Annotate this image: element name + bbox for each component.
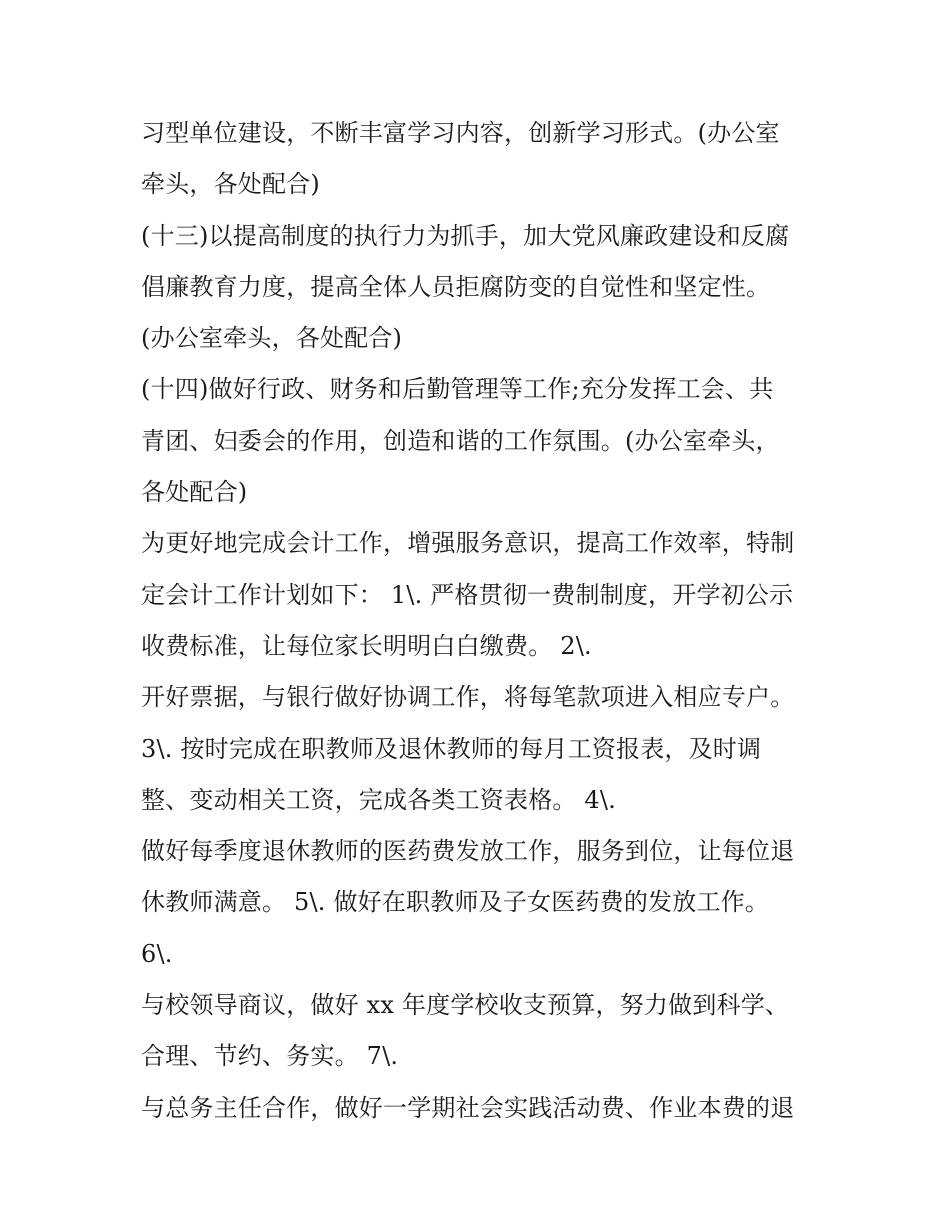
text-line: 收费标准，让每位家长明明白白缴费。 2\. (141, 631, 592, 660)
text-line: (办公室牵头，各处配合) (141, 324, 403, 353)
text-line: (十四)做好行政、财务和后勤管理等工作;充分发挥工会、共 (141, 375, 774, 404)
text-line: 6\. (141, 939, 173, 968)
text-line: 合理、节约、务实。 7\. (141, 1042, 399, 1071)
text-line: 倡廉教育力度，提高全体人员拒腐防变的自觉性和坚定性。 (141, 272, 771, 301)
document-body (141, 108, 831, 1134)
text-line: 整、变动相关工资，完成各类工资表格。 4\. (141, 785, 617, 814)
text-line: 青团、妇委会的作用，创造和谐的工作氛围。(办公室牵头， (141, 426, 780, 455)
text-line: 3\. 按时完成在职教师及退休教师的每月工资报表，及时调 (141, 734, 762, 763)
text-line: 各处配合) (141, 478, 248, 507)
text-line: 与校领导商议，做好 xx 年度学校收支预算，努力做到科学、 (141, 991, 790, 1020)
text-line: 与总务主任合作，做好一学期社会实践活动费、作业本费的退 (141, 1093, 795, 1122)
text-line: 做好每季度退休教师的医药费发放工作，服务到位，让每位退 (141, 837, 795, 866)
text-line: 休教师满意。 5\. 做好在职教师及子女医药费的发放工作。 (141, 888, 770, 917)
text-line: 开好票据，与银行做好协调工作，将每笔款项进入相应专户。 (141, 683, 795, 712)
text-line: 习型单位建设，不断丰富学习内容，创新学习形式。(办公室 (141, 119, 780, 147)
text-line: 为更好地完成会计工作，增强服务意识，提高工作效率，特制 (141, 529, 795, 558)
text-line: 定会计工作计划如下： 1\. 严格贯彻一费制制度，开学初公示 (141, 580, 794, 609)
text-line: 牵头，各处配合) (141, 170, 320, 199)
text-line: (十三)以提高制度的执行力为抓手，加大党风廉政建设和反腐 (141, 221, 790, 250)
